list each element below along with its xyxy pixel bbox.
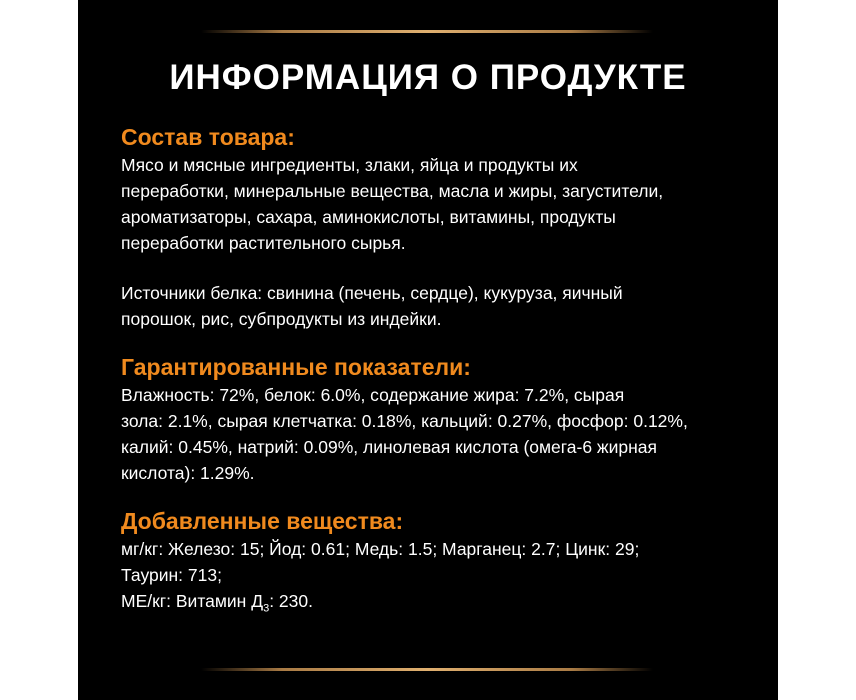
vitamin-line [121, 588, 761, 622]
bottom-gold-rule [201, 668, 653, 671]
additives-heading: Добавленные вещества: [121, 508, 404, 534]
composition-paragraph [121, 152, 761, 256]
text-line: мг/кг: Железо: 15; Йод: 0.61; Медь: 1.5; Марганец: 2.7; Цинк: 29; [121, 539, 640, 559]
page-title: ИНФОРМАЦИЯ О ПРОДУКТЕ [169, 58, 687, 97]
top-gold-rule [201, 30, 653, 33]
text-line: Мясо и мясные ингредиенты, злаки, яйца и продукты их [121, 155, 578, 175]
text-line: кислота): 1.29%. [121, 463, 255, 483]
spacer [121, 256, 761, 280]
text-line: калий: 0.45%, натрий: 0.09%, линолевая кислота (омега-6 жирная [121, 437, 658, 457]
text-line: переработки, минеральные вещества, масла и жиры, загустители, [121, 181, 664, 201]
guaranteed-heading: Гарантированные показатели: [121, 354, 471, 380]
composition-heading: Состав товара: [121, 124, 295, 150]
product-info-panel [78, 0, 778, 700]
text-line: Источники белка: свинина (печень, сердце), кукуруза, яичный [121, 283, 623, 303]
additives-paragraph [121, 536, 761, 622]
text-line: зола: 2.1%, сырая клетчатка: 0.18%, кальций: 0.27%, фосфор: 0.12%, [121, 411, 688, 431]
text-line: порошок, рис, субпродукты из индейки. [121, 309, 442, 329]
guaranteed-paragraph [121, 382, 761, 486]
vitamin-prefix: МЕ/кг: Витамин Д [121, 591, 264, 611]
vitamin-subscript: 3 [263, 602, 270, 615]
protein-sources-paragraph [121, 280, 761, 332]
vitamin-suffix: : 230. [269, 591, 313, 611]
content-area [121, 122, 761, 622]
text-line: Таурин: 713; [121, 565, 222, 585]
text-line: ароматизаторы, сахара, аминокислоты, витамины, продукты [121, 207, 616, 227]
spacer [121, 332, 761, 352]
text-line: переработки растительного сырья. [121, 233, 406, 253]
spacer [121, 486, 761, 506]
text-line: Влажность: 72%, белок: 6.0%, содержание жира: 7.2%, сырая [121, 385, 625, 405]
